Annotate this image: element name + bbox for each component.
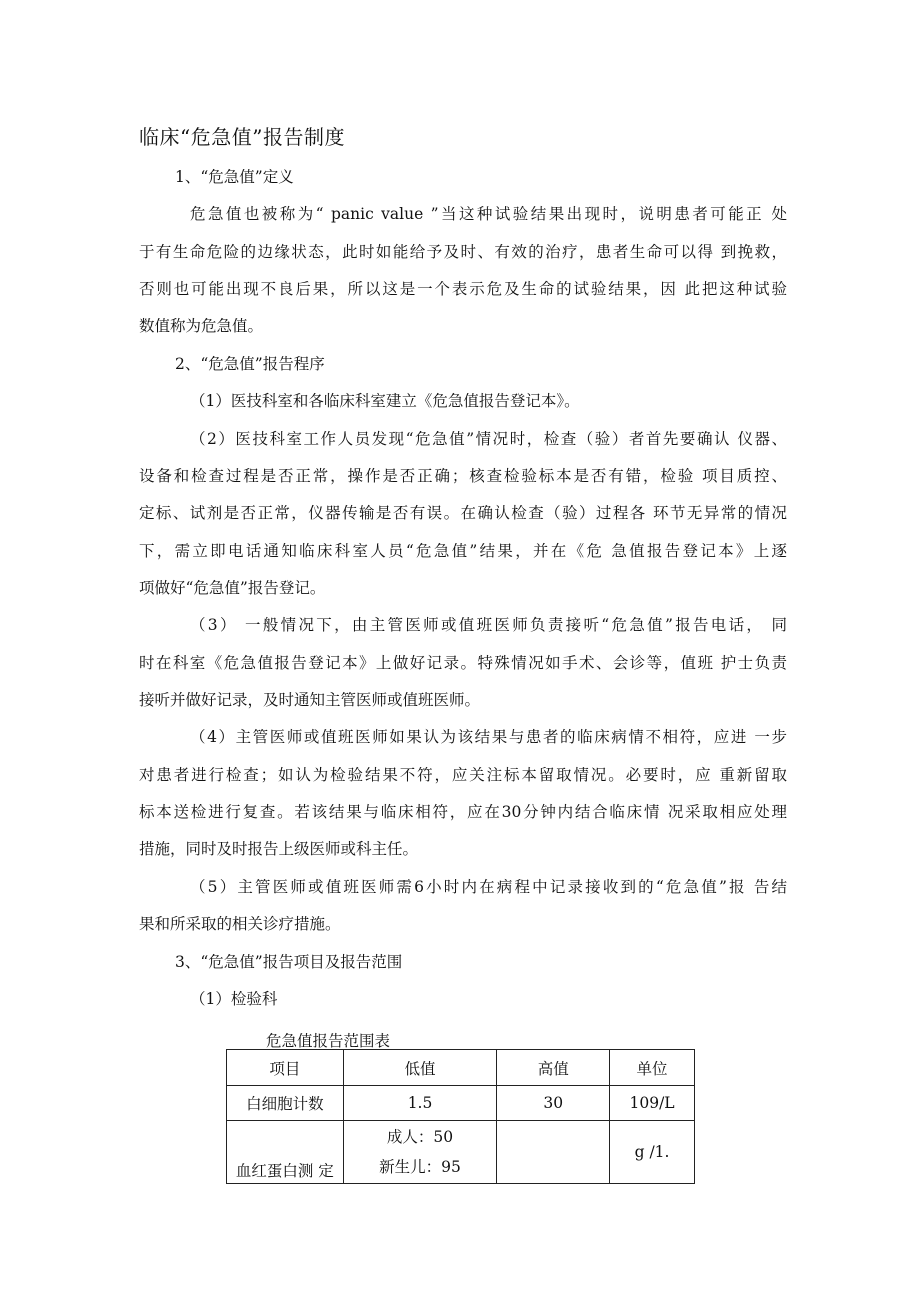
table-row <box>227 1086 695 1121</box>
section-2-item-2-line-1: （2）医技科室工作人员发现“危急值”情况时，检查（验）者首先要确认 仪器、 <box>190 430 787 448</box>
section-3-subheading-lab: （1）检验科 <box>190 990 278 1008</box>
header-high: 高值 <box>497 1050 610 1086</box>
cell-unit: g /1. <box>610 1121 695 1184</box>
section-2-item-1: （1）医技科室和各临床科室建立《危急值报告登记本》。 <box>190 392 580 410</box>
section-3-heading: 3、“危急值”报告项目及报告范围 <box>175 953 403 971</box>
table-header-row <box>227 1050 695 1086</box>
header-unit: 单位 <box>610 1050 695 1086</box>
cell-low-newborn: 新生儿：95 <box>379 1158 461 1176</box>
section-2-item-3-line-2: 时在科室《危急值报告登记本》上做好记录。特殊情况如手术、会诊等，值班 护士负责 <box>139 654 787 672</box>
cell-low: 1.5 <box>343 1086 497 1121</box>
critical-value-table <box>226 1049 695 1184</box>
table-caption: 危急值报告范围表 <box>266 1032 391 1050</box>
section-1-line-3: 否则也可能出现不良后果，所以这是一个表示危及生命的试验结果，因 此把这种试验 <box>139 280 787 298</box>
section-1-heading: 1、“危急值”定义 <box>175 168 294 186</box>
cell-item: 白细胞计数 <box>227 1086 344 1121</box>
cell-low-adult: 成人：50 <box>386 1128 454 1146</box>
cell-item <box>227 1121 344 1184</box>
cell-high: 30 <box>497 1086 610 1121</box>
section-2-item-4-line-2: 对患者进行检查；如认为检验结果不符，应关注标本留取情况。必要时，应 重新留取 <box>139 766 787 784</box>
section-2-heading: 2、“危急值”报告程序 <box>175 355 325 373</box>
section-2-item-4-line-3: 标本送检进行复查。若该结果与临床相符，应在30分钟内结合临床情 况采取相应处理 <box>139 803 787 821</box>
cell-high <box>497 1121 610 1184</box>
section-1-line-2: 于有生命危险的边缘状态，此时如能给予及时、有效的治疗，患者生命可以得 到挽救， <box>139 243 787 261</box>
header-item: 项目 <box>227 1050 344 1086</box>
section-2-item-3-line-3: 接听并做好记录，及时通知主管医师或值班医师。 <box>139 691 481 709</box>
cell-unit: 109/L <box>610 1086 695 1121</box>
section-2-item-5-line-1: （5）主管医师或值班医师需6小时内在病程中记录接收到的“危急值”报 告结 <box>190 878 787 896</box>
section-2-item-4-line-1: （4）主管医师或值班医师如果认为该结果与患者的临床病情不相符，应进 一步 <box>190 728 787 746</box>
section-2-item-2-line-3: 定标、试剂是否正常，仪器传输是否有误。在确认检查（验）过程各 环节无异常的情况 <box>139 504 787 522</box>
cell-low <box>343 1121 497 1184</box>
section-2-item-2-line-4: 下，需立即电话通知临床科室人员“危急值”结果，并在《危 急值报告登记本》上逐 <box>139 542 787 560</box>
cell-item-text: 血红蛋白测 定 <box>235 1162 334 1180</box>
header-low: 低值 <box>343 1050 497 1086</box>
section-1-line-1: 危急值也被称为“ panic value ”当这种试验结果出现时，说明患者可能正 处 <box>190 205 787 223</box>
page-title: 临床“危急值”报告制度 <box>139 125 345 149</box>
section-2-item-3-line-1: （3） 一般情况下，由主管医师或值班医师负责接听“危急值”报告电话， 同 <box>190 616 787 634</box>
section-2-item-2-line-5: 项做好“危急值”报告登记。 <box>139 579 326 597</box>
section-2-item-4-line-4: 措施，同时及时报告上级医师或科主任。 <box>139 840 419 858</box>
section-1-line-4: 数值称为危急值。 <box>139 317 264 335</box>
table-row <box>227 1121 695 1184</box>
section-2-item-5-line-2: 果和所采取的相关诊疗措施。 <box>139 915 341 933</box>
section-2-item-2-line-2: 设备和检查过程是否正常，操作是否正确；核查检验标本是否有错，检验 项目质控、 <box>139 467 787 485</box>
